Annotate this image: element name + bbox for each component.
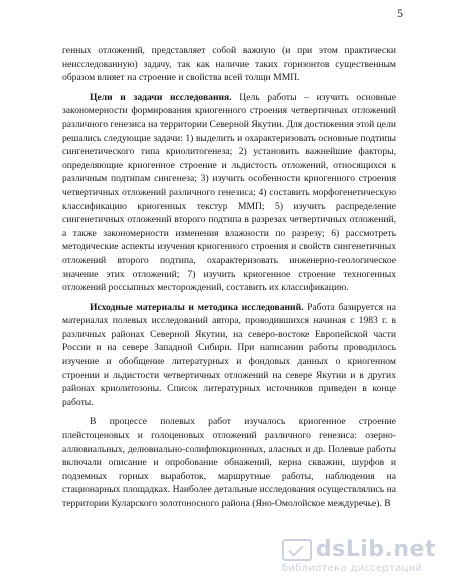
paragraph-text: Работа базируется на материалах полевых исследований автора, проводившихся начиная с 1983 г. в различных районах Северной Якутии, на северо-востоке Европейской части России и на севере Западной Сибири. При написании работы проводилось изучение и обобщение литературных и фондовых данных о криогенном строении и льдистости четвертичных отложений на севере Якутии и в других районах криолитозоны. Список литературных источников приведен в конце работы. — [62, 301, 396, 408]
section-heading-materials: Исходные материалы и методика исследований. — [90, 301, 304, 313]
paragraph-text: В процессе полевых работ изучалось криогенное строение плейстоценовых и голоценовых отложений различного генезиса: озерно-аллювиальных, делювиально-солифлюкционных, аласных и др. Полевые работы включали описание и опробование обнажений, керна скважин, шурфов и подземных горных выработок, маршрутные работы, наблюдения на стационарных площадках. Наиболее детальные исследования осуществлялись на территории Куларского золотоносного района (Яно-Омолойское междуречье). В — [62, 416, 396, 509]
document-body — [62, 44, 396, 511]
paragraph-text: генных отложений, представляет собой важную (и при этом практически неисследованную) задачу, так как наличие таких горизонтов существенным образом влияет на строение и свойства всей толщи ММП. — [62, 45, 396, 84]
page-number: 5 — [397, 6, 403, 20]
paragraph-materials — [62, 301, 396, 410]
watermark-subtitle: библиотека диссертаций — [281, 563, 423, 574]
check-mark-icon — [282, 539, 312, 561]
watermark-title: dsLib.net — [315, 537, 436, 562]
paragraph-text: Цель работы – изучить основные закономерности формирования криогенного строения четвертичных отложений различного генезиса на территории Северной Якутии. Для достижения этой цели решались следующие задачи: 1) выделить и охарактеризовать основные подтипы сингенетического типа криолитогенеза; 2) установить важнейшие факторы, определяющие криогенное строение и льдистость отложений, относящихся к различным подтипам сингенеза; 3) изучить особенности криогенного строения четвертичных отложений различного генезиса; 4) составить морфогенетическую классификацию криогенных текстур ММП; 5) изучить распределение сингенетичных отложений второго подтипа в разрезах четвертичных отложений, а также закономерности изменения влажности по разрезу; 6) рассмотреть методические аспекты изучения криогенного строения и свойств сингенетичных отложений второго подтипа, охарактеризовать инженерно-геологическое значение этих отложений; 7) изучить криогенное строение техногенных отложений россыпных месторождений, составить их классификацию. — [62, 91, 396, 294]
section-heading-goals: Цели и задачи исследования. — [90, 91, 232, 103]
paragraph-intro-continuation — [62, 44, 396, 85]
watermark-logo — [282, 537, 436, 574]
paragraph-goals — [62, 91, 396, 295]
paragraph-fieldwork — [62, 415, 396, 510]
